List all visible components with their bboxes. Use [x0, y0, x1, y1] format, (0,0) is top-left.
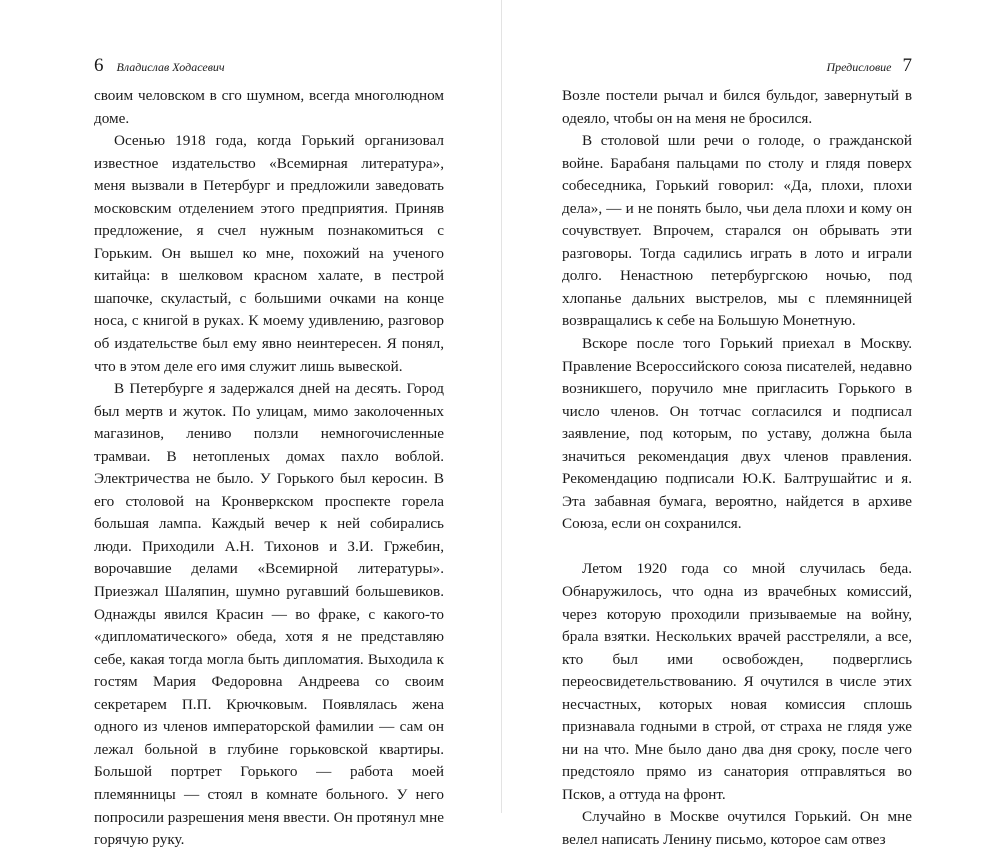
right-page-number: 7 [902, 55, 912, 76]
left-page [0, 0, 501, 849]
left-running-head [94, 56, 444, 76]
right-paragraph-4: Летом 1920 года со мной случилась беда. Обнаружилось, что одна из врачебных комиссий, через которую проходили призываемые на войну, брала взятки. Нескольких врачей расстреляли, а все, кто был ими освобожден, подверглись переосвидетельствованию. Я очутился в числе этих несчастных, которых новая комиссия сплошь признавала годными в строй, от страха не глядя уже ни на что. Мне было дано два дня сроку, после чего предстояло прямо из санатория отправляться во Псков, а оттуда на фронт. [562, 560, 912, 803]
right-page [502, 0, 1004, 848]
left-paragraph-2: Осенью 1918 года, когда Горький организовал известное издательство «Всемирная литература», меня вызвали в Петербург и предложили заведовать московским отделением этого предприятия. Приняв предложение, я счел нужным познакомиться с Горьким. Он вышел ко мне, похожий на ученого китайца: в шелковом красном халате, в пестрой шапочке, скуластый, с большими очками на конце носа, с книгой в руках. К моему удивлению, разговор об издательстве был ему явно неинтересен. Я понял, что в этом деле его имя служит лишь вывеской. [94, 132, 444, 375]
right-paragraph-1: Возле постели рычал и бился бульдог, завернутый в одеяло, чтобы он на меня не бросился. [562, 87, 912, 127]
right-text-block [562, 85, 912, 852]
right-paragraph-5: Случайно в Москве очутился Горький. Он мне велел написать Ленину письмо, которое сам отвез [562, 808, 912, 848]
right-paragraph-3: Вскоре после того Горький приехал в Москву. Правление Всероссийского союза писателей, недавно возникшего, поручило мне пригласить Горького в число членов. Он тотчас согласился и подписал заявление, под которым, по уставу, должна была значиться рекомендация двух членов правления. Рекомендацию подписали Ю.К. Балтрушайтис и я. Эта забавная бумага, вероятно, найдется в архиве Союза, если он сохранился. [562, 335, 912, 533]
right-running-title: Предисловие [826, 60, 892, 74]
right-running-head [562, 56, 912, 76]
left-paragraph-1: своим человском в сго шумном, всегда многолюдном доме. [94, 87, 444, 127]
left-paragraph-3: В Петербурге я задержался дней на десять. Город был мертв и жуток. По улицам, мимо заколоченных магазинов, лениво ползли немногочисленные трамваи. В нетопленых домах пахло воблой. Электричества не было. У Горького был керосин. В его столовой на Кронверкском проспекте горела большая лампа. Каждый вечер к ней собирались люди. Приходили А.Н. Тихонов и З.И. Гржебин, ворочавшие делами «Всемирной литературы». Приезжал Шаляпин, шумно ругавший большевиков. Однажды явился Красин — во фраке, с какого-то «дипломатического» обеда, хотя я не представляю себе, какая тогда могла быть дипломатия. Выходила к гостям Мария Федоровна Андреева со своим секретарем П.П. Крючковым. Появлялась жена одного из членов императорской фамилии — сам он лежал больной в глубине горьковской квартиры. Большой портрет Горького — работа моей племянницы — стоял в комнате больного. У него попросили разрешения меня ввести. Он протянул мне горячую руку. [94, 380, 445, 849]
right-paragraph-2: В столовой шли речи о голоде, о гражданской войне. Барабаня пальцами по столу и глядя поверх собеседника, Горький говорил: «Да, плохи, плохи дела», — и не понять было, чьи дела плохи и кому он сочувствует. Впрочем, старался он обрывать эти разговоры. Тогда садились играть в лото и играли долго. Ненастною петербургскою ночью, под хлопанье дальних выстрелов, мы с племянницей возвращались к себе на Большую Монетную. [562, 132, 912, 330]
left-page-number: 6 [94, 55, 104, 76]
left-text-block [94, 85, 444, 852]
left-running-title: Владислав Ходасевич [116, 60, 225, 74]
